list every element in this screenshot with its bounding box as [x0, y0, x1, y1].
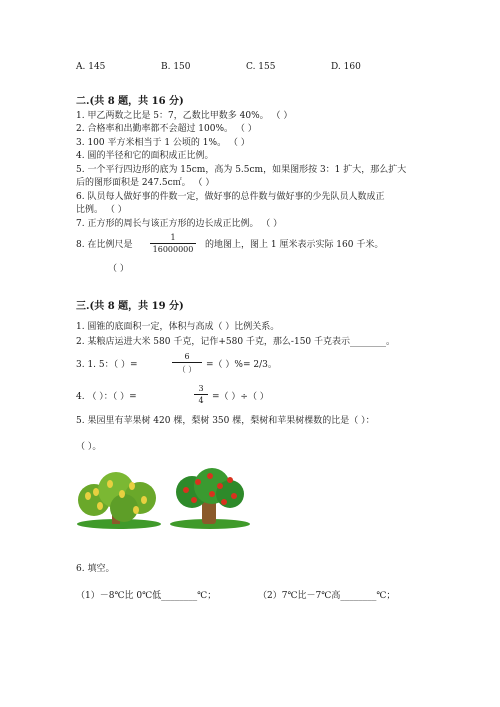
s3-q4-fraction: [194, 384, 208, 405]
pear-fruit: [97, 502, 103, 510]
section2-title: 二.(共 8 题，共 16 分): [76, 96, 184, 107]
fraction-numerator: 1: [170, 233, 176, 242]
s2-q8-suffix: 的地图上，图上 1 厘米表示实际 160 千米。: [205, 240, 384, 250]
apple-fruit: [183, 487, 189, 493]
fraction-bar: [172, 362, 202, 363]
fraction-numerator: 3: [198, 384, 204, 393]
option-a: A. 145: [76, 62, 106, 72]
s3-q3-prefix: 3. 1. 5：（ ）=: [76, 360, 138, 370]
s2-q1: 1. 甲乙两数之比是 5：7，乙数比甲数多 40%。 （ ）: [76, 111, 293, 121]
fraction-denominator: （ ）: [177, 365, 197, 374]
s3-q3-suffix: =（ ）%= 2/3。: [206, 360, 277, 370]
pear-fruit: [119, 490, 125, 498]
apple-fruit: [195, 479, 201, 485]
apple-tree-illustration: [168, 468, 252, 530]
option-c: C. 155: [246, 62, 276, 72]
option-b: B. 150: [161, 62, 191, 72]
apple-fruit: [231, 493, 237, 499]
pear-fruit: [129, 482, 135, 490]
s2-q7: 7. 正方形的周长与该正方形的边长成正比例。 （ ）: [76, 219, 283, 229]
apple-fruit: [221, 499, 227, 505]
s3-q6-title: 6. 填空。: [76, 564, 115, 574]
pear-fruit: [141, 496, 147, 504]
fraction-bar: [150, 243, 196, 244]
fraction-numerator: 6: [184, 352, 190, 361]
s2-q6-line2: 比例。 （ ）: [76, 205, 127, 215]
s3-q5-line2: （ ）。: [76, 442, 102, 452]
s3-q2: 2. 某粮店运进大米 580 千克，记作+580 千克，那么-150 千克表示________。: [76, 337, 396, 347]
apple-fruit: [217, 483, 223, 489]
s2-q5-line1: 5. 一个平行四边形的底为 15cm，高为 5.5cm，如果图形按 3：1 扩大，那么扩大: [76, 165, 407, 175]
apple-fruit: [191, 497, 197, 503]
s2-q4: 4. 圆的半径和它的面积成正比例。: [76, 151, 214, 161]
s3-q1: 1. 圆锥的底面积一定，体积与高成（ ）比例关系。: [76, 322, 280, 332]
s3-q6-part2: （2）7℃比－7℃高________℃；: [258, 591, 396, 601]
s3-q5-line1: 5. 果园里有苹果树 420 棵，梨树 350 棵，梨树和苹果树棵数的比是（ ）：: [76, 416, 375, 426]
s2-q2: 2. 合格率和出勤率都不会超过 100%。 （ ）: [76, 124, 257, 134]
option-d: D. 160: [331, 62, 361, 72]
s2-q5-line2: 后的图形面积是 247.5c㎡。 （ ）: [76, 178, 215, 188]
fraction-denominator: 4: [198, 396, 204, 405]
s2-q6-line1: 6. 队员每人做好事的件数一定，做好事的总件数与做好事的少先队员人数成正: [76, 192, 385, 202]
s3-q6-part1: （1）－8℃比 0℃低________℃；: [76, 591, 217, 601]
fraction-denominator: 16000000: [152, 245, 194, 254]
apple-fruit: [209, 491, 215, 497]
pear-fruit: [133, 506, 139, 514]
s2-q8-blank: （ ）: [108, 264, 129, 274]
s2-q8-prefix: 8. 在比例尺是: [76, 240, 133, 250]
s3-q3-fraction: [172, 352, 202, 375]
pear-fruit: [85, 492, 91, 500]
pear-fruit: [107, 480, 113, 488]
fraction-bar: [194, 394, 208, 395]
s2-q3: 3. 100 平方米相当于 1 公顷的 1%。 （ ）: [76, 138, 250, 148]
apple-fruit: [227, 477, 233, 483]
s3-q4-suffix: =（ ）÷（ ）: [212, 392, 269, 402]
apple-fruit: [207, 473, 213, 479]
pear-tree-illustration: [74, 470, 164, 530]
s3-q4-prefix: 4. （ ）：（ ）=: [76, 392, 137, 402]
s2-q8-fraction: [150, 233, 196, 254]
pear-fruit: [93, 488, 99, 496]
section3-title: 三.(共 8 题，共 19 分): [76, 301, 184, 312]
